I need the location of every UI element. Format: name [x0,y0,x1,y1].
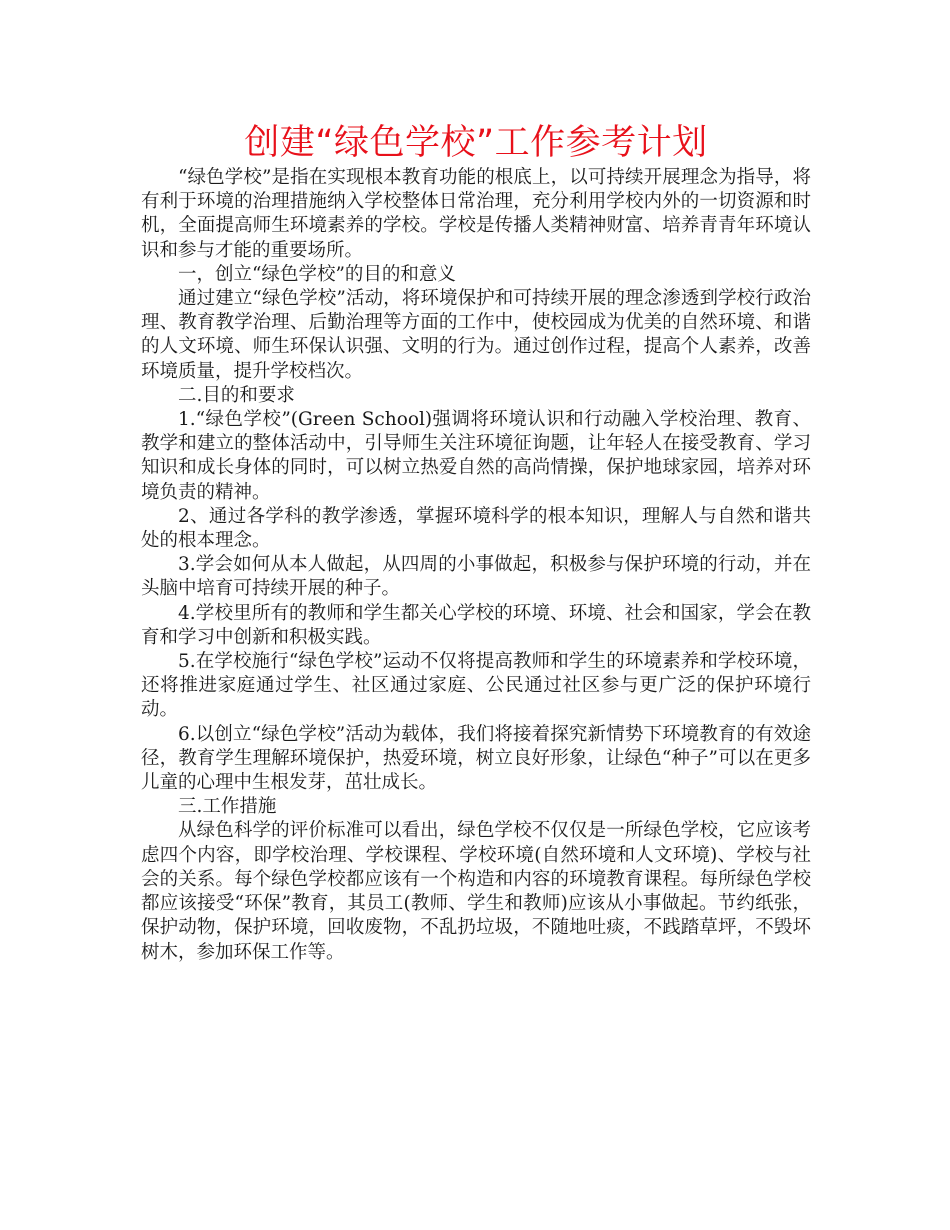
document-title: 创建“绿色学校”工作参考计划 [244,123,708,163]
measures-paragraph: 从绿色科学的评价标准可以看出，绿色学校不仅仅是一所绿色学校，它应该考虑四个内容，即学校治理、学校课程、学校环境(自然环境和人文环境)、学校与社会的关系。每个绿色学校都应该有一个构造和内容的环境教育课程。每所绿色学校都应该接受“环保”教育，其员工(教师、学生和教师)应该从小事做起。节约纸张，保护动物，保护环境，回收废物，不乱扔垃圾，不随地吐痰，不践踏草坪，不毁坏树木，参加环保工作等。 [141,820,811,963]
section-heading-goals: 二.目的和要求 [178,384,295,406]
goal-item-3: 3.学会如何从本人做起，从四周的小事做起，积极参与保护环境的行动，并在头脑中培育可持续开展的种子。 [141,554,811,600]
section-heading-measures: 三.工作措施 [178,796,277,818]
section-heading-purpose: 一，创立“绿色学校”的目的和意义 [178,263,456,285]
intro-paragraph: “绿色学校”是指在实现根本教育功能的根底上，以可持续开展理念为指导，将有利于环境的治理措施纳入学校整体日常治理，充分利用学校内外的一切资源和时机，全面提高师生环境素养的学校。学校是传播人类精神财富、培养青青年环境认识和参与才能的重要场所。 [141,167,811,261]
goal-item-4: 4.学校里所有的教师和学生都关心学校的环境、环境、社会和国家，学会在教育和学习中创新和积极实践。 [141,602,811,648]
goal-item-1: 1.“绿色学校”(Green School)强调将环境认识和行动融入学校治理、教育、教学和建立的整体活动中，引导师生关注环境征询题，让年轻人在接受教育、学习知识和成长身体的同时，可以树立热爱自然的高尚情操，保护地球家园，培养对环境负责的精神。 [141,409,811,503]
goal-item-5: 5.在学校施行“绿色学校”运动不仅将提高教师和学生的环境素养和学校环境，还将推进家庭通过学生、社区通过家庭、公民通过社区参与更广泛的保护环境行动。 [141,651,811,721]
goal-item-6: 6.以创立“绿色学校”活动为载体，我们将接着探究新情势下环境教育的有效途径，教育学生理解环境保护，热爱环境，树立良好形象，让绿色“种子”可以在更多儿童的心理中生根发芽，茁壮成长。 [141,723,811,794]
document-page [141,118,811,965]
goal-item-2: 2、通过各学科的教学渗透，掌握环境科学的根本知识，理解人与自然和谐共处的根本理念。 [141,505,811,552]
purpose-paragraph: 通过建立“绿色学校”活动，将环境保护和可持续开展的理念渗透到学校行政治理、教育教学治理、后勤治理等方面的工作中，使校园成为优美的自然环境、和谐的人文环境、师生环保认识强、文明的行为。通过创作过程，提高个人素养，改善环境质量，提升学校档次。 [141,288,811,382]
